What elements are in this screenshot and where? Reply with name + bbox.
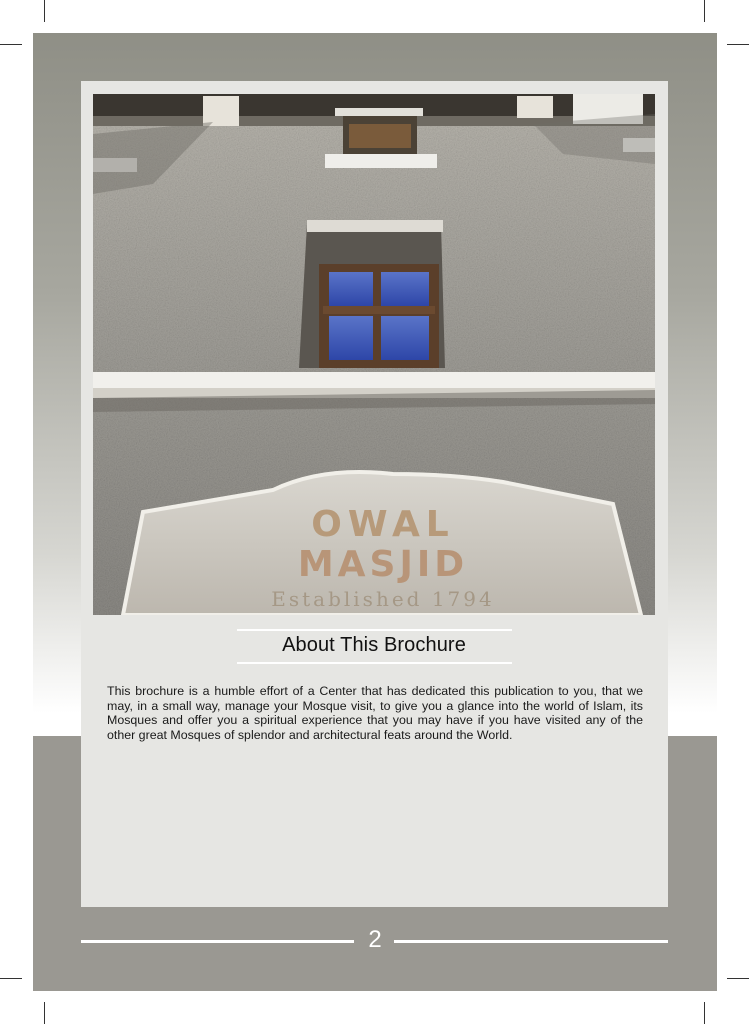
intro-paragraph: This brochure is a humble effort of a Center that has dedicated this publication to you, that we may, in a small way, manage your Mosque visit, to give you a glance into the world of Islam, its Mosques and offer you a spiritual experience that you may have if you have visited any of the other great Mosques of splendor and architectural feats around the World. <box>107 684 643 742</box>
footer-rule-right <box>394 940 668 943</box>
plaque-line-1: OWAL <box>311 504 455 545</box>
crop-mark <box>44 1002 45 1024</box>
mosque-photo <box>93 94 655 615</box>
heading-rule-top <box>237 629 512 631</box>
crop-mark <box>727 978 749 979</box>
crop-mark <box>727 44 749 45</box>
plaque-line-2: MASJID <box>297 544 469 585</box>
crop-mark <box>0 44 22 45</box>
crop-mark <box>0 978 22 979</box>
footer-rule-left <box>81 940 354 943</box>
heading-rule-bottom <box>237 662 512 664</box>
crop-mark <box>704 1002 705 1024</box>
crop-mark <box>44 0 45 22</box>
page-number: 2 <box>368 926 382 953</box>
plaque-line-3: Established 1794 <box>271 587 495 611</box>
page-title: About This Brochure <box>282 634 466 656</box>
mosque-facade-image <box>93 94 655 615</box>
crop-mark <box>704 0 705 22</box>
